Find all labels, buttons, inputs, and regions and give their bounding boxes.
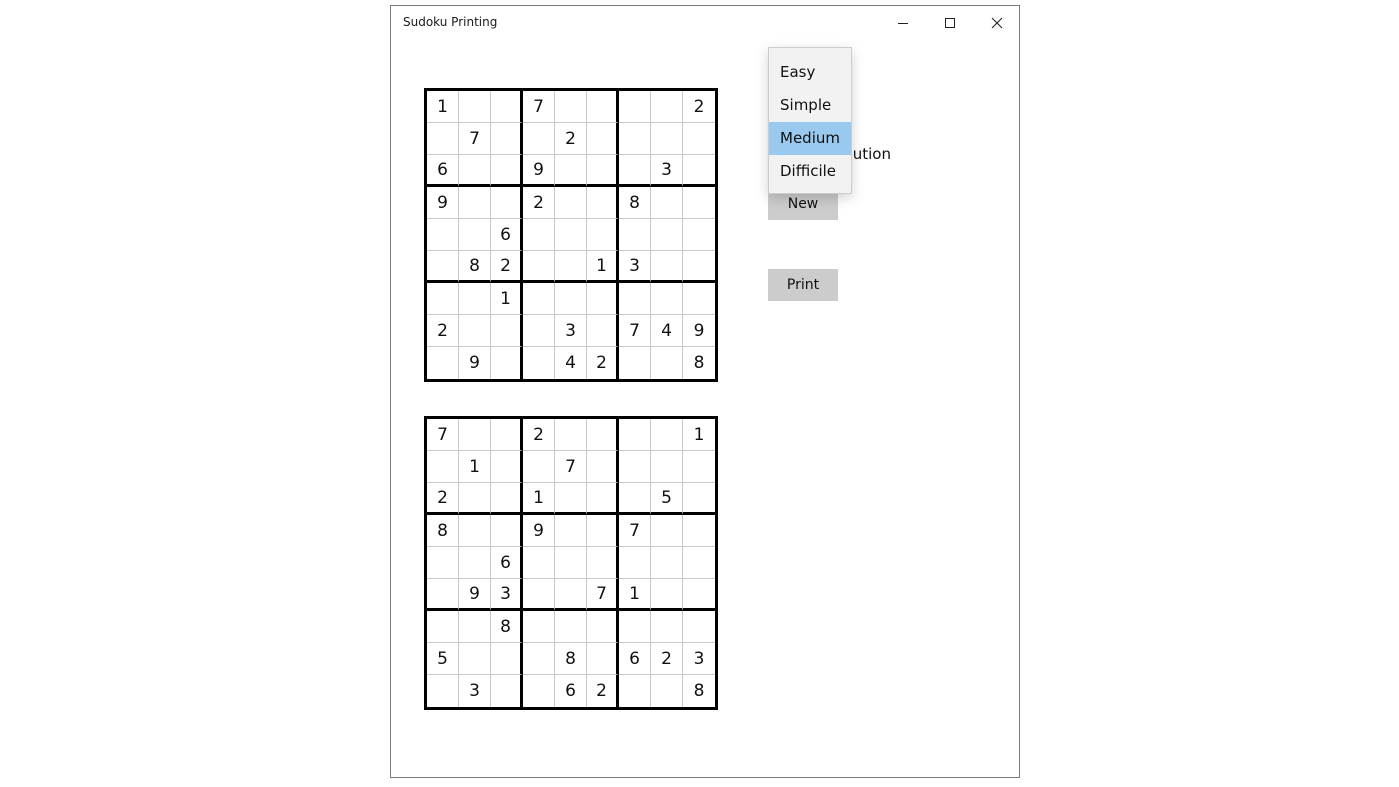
sudoku-cell xyxy=(427,579,459,611)
sudoku-cell: 9 xyxy=(459,347,491,379)
sudoku-cell xyxy=(491,315,523,347)
sudoku-cell xyxy=(587,451,619,483)
sudoku-cell xyxy=(587,483,619,515)
sudoku-cell xyxy=(619,419,651,451)
sudoku-cell xyxy=(619,547,651,579)
sudoku-cell xyxy=(555,155,587,187)
sudoku-cell xyxy=(587,155,619,187)
sudoku-cell: 2 xyxy=(523,187,555,219)
sudoku-cell: 7 xyxy=(427,419,459,451)
sudoku-cell xyxy=(587,187,619,219)
sudoku-cell xyxy=(619,155,651,187)
sudoku-cell xyxy=(523,251,555,283)
sudoku-cell xyxy=(651,611,683,643)
sudoku-cell xyxy=(587,315,619,347)
sudoku-cell xyxy=(555,91,587,123)
sudoku-cell xyxy=(459,419,491,451)
sudoku-cell xyxy=(555,483,587,515)
sudoku-cell: 9 xyxy=(683,315,715,347)
sudoku-cell: 3 xyxy=(619,251,651,283)
sudoku-cell xyxy=(555,515,587,547)
sudoku-cell xyxy=(491,91,523,123)
sudoku-cell xyxy=(587,547,619,579)
close-icon xyxy=(991,17,1003,29)
sudoku-cell xyxy=(651,283,683,315)
sudoku-cell xyxy=(587,123,619,155)
sudoku-cell xyxy=(427,611,459,643)
sudoku-cell xyxy=(523,219,555,251)
sudoku-cell: 9 xyxy=(459,579,491,611)
sudoku-cell xyxy=(459,483,491,515)
sudoku-grid-1 xyxy=(424,88,718,382)
sudoku-cell xyxy=(459,643,491,675)
sudoku-cell xyxy=(523,675,555,707)
sudoku-cell xyxy=(427,283,459,315)
sudoku-cell xyxy=(619,675,651,707)
new-button[interactable]: New xyxy=(768,188,838,220)
sudoku-cell xyxy=(459,187,491,219)
sudoku-cell: 2 xyxy=(651,643,683,675)
sudoku-cell xyxy=(523,579,555,611)
sudoku-cell xyxy=(651,187,683,219)
sudoku-cell: 7 xyxy=(523,91,555,123)
sudoku-cell xyxy=(459,547,491,579)
sudoku-cell xyxy=(523,643,555,675)
sudoku-cell xyxy=(651,579,683,611)
sudoku-cell: 4 xyxy=(555,347,587,379)
sudoku-cell xyxy=(587,419,619,451)
print-button[interactable]: Print xyxy=(768,269,838,301)
difficulty-option-medium[interactable]: Medium xyxy=(769,122,851,155)
sudoku-cell xyxy=(491,123,523,155)
minimize-button[interactable] xyxy=(880,6,926,39)
sudoku-cell: 9 xyxy=(427,187,459,219)
sudoku-cell xyxy=(427,219,459,251)
sudoku-cell xyxy=(491,155,523,187)
sudoku-cell xyxy=(459,155,491,187)
sudoku-cell: 8 xyxy=(693,353,705,373)
app-window xyxy=(390,5,1020,778)
sudoku-cell xyxy=(491,451,523,483)
sudoku-cell: 2 xyxy=(683,91,715,123)
sudoku-cell xyxy=(523,315,555,347)
sudoku-cell xyxy=(619,91,651,123)
sudoku-cell: 2 xyxy=(587,675,619,707)
sudoku-cell: 3 xyxy=(459,675,491,707)
maximize-button[interactable] xyxy=(927,6,973,39)
sudoku-cell: 3 xyxy=(491,579,523,611)
sudoku-cell xyxy=(683,283,715,315)
sudoku-cell xyxy=(491,187,523,219)
difficulty-option-simple[interactable]: Simple xyxy=(780,96,832,114)
sudoku-cell: 2 xyxy=(427,315,459,347)
sudoku-cell: 9 xyxy=(523,155,555,187)
sudoku-cell: 8 xyxy=(555,643,587,675)
sudoku-cell xyxy=(459,315,491,347)
sudoku-cell: 2 xyxy=(427,483,459,515)
sudoku-cell: 8 xyxy=(427,515,459,547)
sudoku-cell xyxy=(587,611,619,643)
sudoku-cell: 7 xyxy=(619,315,651,347)
sudoku-cell xyxy=(683,251,715,283)
difficulty-dropdown-list[interactable] xyxy=(768,47,852,194)
sudoku-cell xyxy=(683,579,715,611)
sudoku-cell xyxy=(651,123,683,155)
sudoku-cell xyxy=(555,283,587,315)
sudoku-cell xyxy=(683,123,715,155)
sudoku-cell xyxy=(651,675,683,707)
sudoku-cell xyxy=(427,251,459,283)
sudoku-cell xyxy=(555,219,587,251)
sudoku-cell: 8 xyxy=(459,251,491,283)
sudoku-cell xyxy=(491,347,523,379)
sudoku-cell xyxy=(683,515,715,547)
sudoku-cell xyxy=(523,547,555,579)
sudoku-cell xyxy=(555,251,587,283)
difficulty-option-difficile[interactable]: Difficile xyxy=(780,162,837,180)
sudoku-cell xyxy=(587,515,619,547)
sudoku-cell xyxy=(459,611,491,643)
sudoku-cell xyxy=(619,451,651,483)
sudoku-cell xyxy=(683,483,715,515)
sudoku-cell: 7 xyxy=(587,579,619,611)
sudoku-cell xyxy=(619,611,651,643)
sudoku-cell: 4 xyxy=(651,315,683,347)
sudoku-cell xyxy=(587,283,619,315)
window-title: Sudoku Printing xyxy=(403,15,498,29)
sudoku-cell xyxy=(587,91,619,123)
sudoku-cell xyxy=(651,451,683,483)
sudoku-cell xyxy=(683,155,715,187)
sudoku-cell: 6 xyxy=(491,219,523,251)
sudoku-cell: 6 xyxy=(555,675,587,707)
sudoku-cell xyxy=(619,123,651,155)
sudoku-cell xyxy=(491,419,523,451)
sudoku-cell: 8 xyxy=(619,187,651,219)
sudoku-cell xyxy=(523,123,555,155)
sudoku-cell xyxy=(619,483,651,515)
sudoku-cell xyxy=(683,219,715,251)
difficulty-option-easy[interactable]: Easy xyxy=(780,63,816,81)
sudoku-cell: 8 xyxy=(693,681,705,701)
title-bar[interactable] xyxy=(391,6,1019,39)
minimize-icon xyxy=(897,17,909,29)
sudoku-cell xyxy=(587,219,619,251)
sudoku-cell xyxy=(427,547,459,579)
sudoku-cell xyxy=(459,219,491,251)
sudoku-cell: 1 xyxy=(523,483,555,515)
sudoku-cell: 3 xyxy=(555,315,587,347)
sudoku-cell xyxy=(491,515,523,547)
sudoku-cell: 1 xyxy=(683,419,715,451)
sudoku-cell xyxy=(651,251,683,283)
sudoku-cell xyxy=(523,283,555,315)
sudoku-cell: 8 xyxy=(491,611,523,643)
sudoku-cell xyxy=(683,611,715,643)
sudoku-cell: 2 xyxy=(491,251,523,283)
sudoku-cell: 1 xyxy=(459,451,491,483)
sudoku-cell xyxy=(683,451,715,483)
sudoku-cell xyxy=(619,283,651,315)
sudoku-cell xyxy=(491,643,523,675)
sudoku-cell xyxy=(555,547,587,579)
sudoku-cell xyxy=(555,419,587,451)
sudoku-cell xyxy=(587,643,619,675)
sudoku-cell xyxy=(651,347,683,379)
sudoku-cell: 1 xyxy=(587,251,619,283)
sudoku-cell: 6 xyxy=(427,155,459,187)
sudoku-cell xyxy=(619,347,651,379)
sudoku-cell: 5 xyxy=(427,643,459,675)
sudoku-cell xyxy=(651,91,683,123)
sudoku-cell: 6 xyxy=(619,643,651,675)
sudoku-cell: 2 xyxy=(555,123,587,155)
sudoku-grid-2 xyxy=(424,416,718,710)
sudoku-cell xyxy=(619,219,651,251)
sudoku-cell xyxy=(427,123,459,155)
sudoku-cell xyxy=(683,547,715,579)
sudoku-cell xyxy=(491,483,523,515)
sudoku-cell xyxy=(459,91,491,123)
sudoku-cell: 2 xyxy=(523,419,555,451)
sudoku-cell: 2 xyxy=(587,347,619,379)
sudoku-cell xyxy=(427,451,459,483)
sudoku-cell: 5 xyxy=(651,483,683,515)
sudoku-cell xyxy=(491,675,523,707)
sudoku-cell: 1 xyxy=(427,91,459,123)
sudoku-cell: 6 xyxy=(491,547,523,579)
maximize-icon xyxy=(944,17,956,29)
sudoku-cell: 3 xyxy=(651,155,683,187)
close-button[interactable] xyxy=(974,6,1020,39)
sudoku-cell xyxy=(651,219,683,251)
sudoku-cell: 1 xyxy=(619,579,651,611)
sudoku-cell: 7 xyxy=(459,123,491,155)
sudoku-cell xyxy=(523,347,555,379)
sudoku-cell xyxy=(651,547,683,579)
sudoku-cell xyxy=(651,419,683,451)
sudoku-cell xyxy=(555,187,587,219)
sudoku-cell xyxy=(555,611,587,643)
sudoku-cell xyxy=(459,283,491,315)
sudoku-cell: 7 xyxy=(555,451,587,483)
sudoku-cell xyxy=(523,451,555,483)
sudoku-cell xyxy=(555,579,587,611)
sudoku-cell xyxy=(683,187,715,219)
sudoku-cell: 9 xyxy=(523,515,555,547)
sudoku-cell xyxy=(459,515,491,547)
sudoku-cell xyxy=(651,515,683,547)
show-solution-text: ution xyxy=(852,145,891,163)
sudoku-cell: 1 xyxy=(491,283,523,315)
sudoku-cell xyxy=(427,675,459,707)
sudoku-cell xyxy=(523,611,555,643)
sudoku-cell: 7 xyxy=(619,515,651,547)
sudoku-cell xyxy=(427,347,459,379)
sudoku-cell: 3 xyxy=(683,643,715,675)
